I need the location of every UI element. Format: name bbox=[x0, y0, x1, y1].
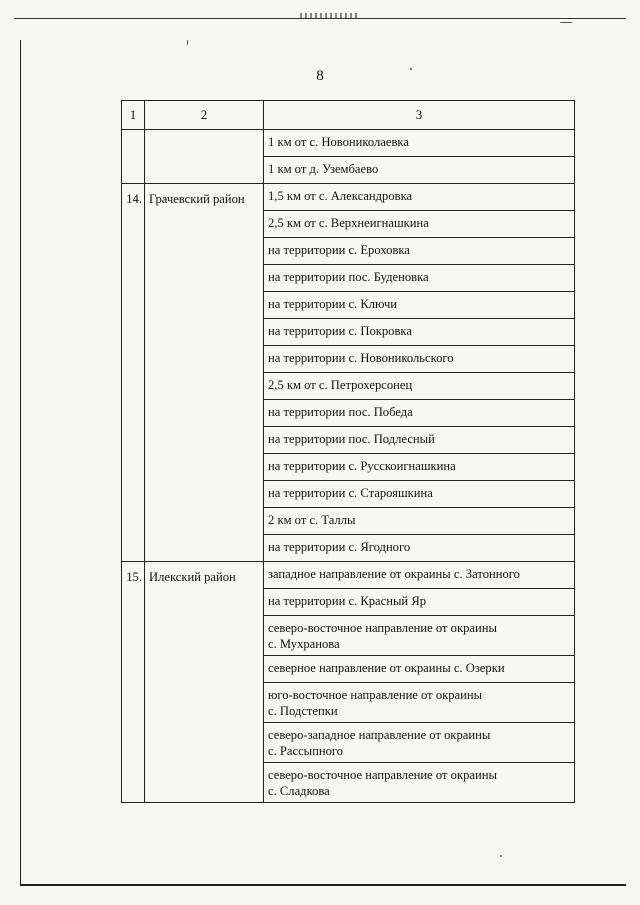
row-number: 15. bbox=[122, 562, 145, 803]
location-item: на территории с. Красный Яр bbox=[264, 589, 574, 616]
location-item: 1 км от д. Узембаево bbox=[268, 162, 379, 176]
locations-list bbox=[264, 562, 574, 802]
scan-speck bbox=[187, 40, 188, 45]
locations-cell bbox=[264, 130, 575, 184]
location-item: северо-западное направление от окраины с. Рассыпного bbox=[264, 723, 574, 763]
scan-speck bbox=[560, 22, 572, 23]
header-col-1: 1 bbox=[122, 101, 145, 130]
scan-left-edge-line bbox=[20, 40, 21, 885]
location-item: на территории пос. Победа bbox=[264, 400, 574, 427]
location-item: на территории с. Ероховка bbox=[264, 238, 574, 265]
location-item: на территории с. Покровка bbox=[264, 319, 574, 346]
district-name: Грачевский район bbox=[145, 184, 264, 562]
locations-cell bbox=[264, 562, 575, 803]
table-header-row bbox=[122, 101, 575, 130]
location-item: 2,5 км от с. Петрохерсонец bbox=[264, 373, 574, 400]
locations-cell bbox=[264, 184, 575, 562]
scan-bottom-edge-line bbox=[20, 884, 626, 886]
table-row bbox=[122, 184, 575, 562]
location-item: северное направление от окраины с. Озерки bbox=[264, 656, 574, 683]
table-row bbox=[122, 130, 575, 184]
location-item: юго-восточное направление от окраины с. Подстепки bbox=[264, 683, 574, 723]
location-item: северо-восточное направление от окраины с. Мухранова bbox=[264, 616, 574, 656]
scan-top-edge-line bbox=[14, 18, 626, 19]
location-item: северо-восточное направление от окраины с. Сладкова bbox=[268, 768, 497, 798]
header-col-3: 3 bbox=[264, 101, 575, 130]
location-item: на территории с. Старояшкина bbox=[264, 481, 574, 508]
location-item: 1,5 км от с. Александровка bbox=[264, 184, 574, 211]
row-number: 14. bbox=[122, 184, 145, 562]
location-item: 1 км от с. Новониколаевка bbox=[264, 130, 574, 157]
location-item: на территории с. Ягодного bbox=[268, 540, 411, 554]
scan-speck bbox=[500, 855, 502, 857]
location-item: на территории с. Ключи bbox=[264, 292, 574, 319]
locations-list bbox=[264, 184, 574, 561]
page-number: 8 bbox=[316, 68, 324, 84]
location-item: на территории пос. Подлесный bbox=[264, 427, 574, 454]
location-item: на территории пос. Буденовка bbox=[264, 265, 574, 292]
locations-table bbox=[121, 100, 575, 803]
district-name: Илекский район bbox=[145, 562, 264, 803]
table-row bbox=[122, 562, 575, 803]
row-number bbox=[122, 130, 145, 184]
location-item: на территории с. Новоникольского bbox=[264, 346, 574, 373]
scan-header-smudge bbox=[300, 13, 360, 18]
location-item: западное направление от окраины с. Затонного bbox=[264, 562, 574, 589]
district-name bbox=[145, 130, 264, 184]
location-item: на территории с. Русскоигнашкина bbox=[264, 454, 574, 481]
header-col-2: 2 bbox=[145, 101, 264, 130]
location-item: 2 км от с. Таллы bbox=[264, 508, 574, 535]
location-item: 2,5 км от с. Верхнеигнашкина bbox=[264, 211, 574, 238]
locations-list bbox=[264, 130, 574, 183]
